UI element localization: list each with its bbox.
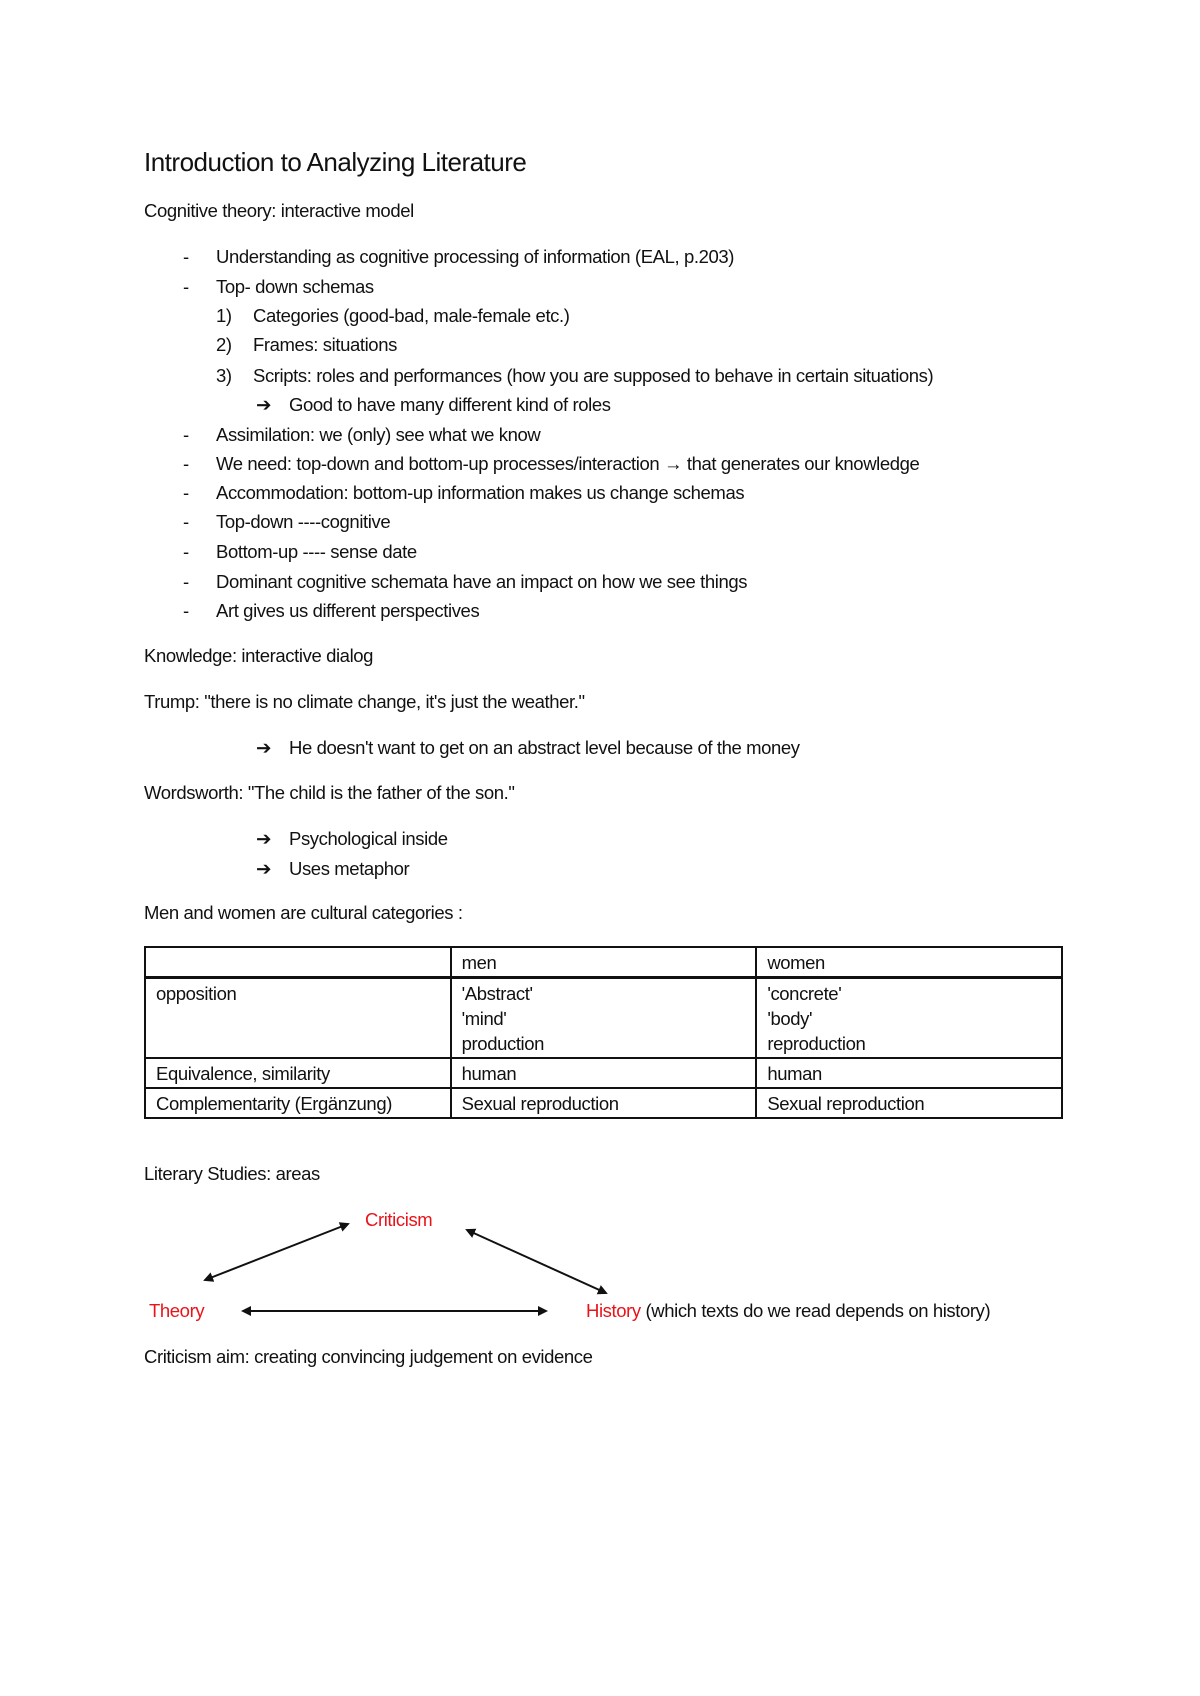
cell-line: reproduction (767, 1033, 866, 1054)
table-header-cell: men (451, 947, 757, 978)
list-number: 1) (216, 305, 232, 326)
history-line (586, 1300, 990, 1322)
row-label: Equivalence, similarity (145, 1058, 451, 1088)
wordsworth-note: Uses metaphor (289, 858, 410, 879)
cell-line: 'Abstract' (461, 983, 533, 1004)
wordsworth-note: Psychological inside (289, 828, 448, 849)
arrow-icon: ➔ (256, 828, 272, 849)
history-label: History (586, 1300, 641, 1321)
arrow-theory-criticism (205, 1224, 348, 1280)
trump-note: He doesn't want to get on an abstract level because of the money (289, 737, 800, 758)
list-item: Top-down ----cognitive (216, 511, 391, 532)
list-item: Categories (good-bad, male-female etc.) (253, 305, 570, 326)
table-cell: Sexual reproduction (451, 1088, 757, 1118)
list-item: Assimilation: we (only) see what we know (216, 424, 541, 445)
list-item: Dominant cognitive schemata have an impact on how we see things (216, 571, 748, 592)
arrow-criticism-history (467, 1230, 606, 1293)
list-item: Art gives us different perspectives (216, 600, 480, 621)
list-item: Bottom-up ---- sense date (216, 541, 417, 562)
wordsworth-quote: Wordsworth: "The child is the father of the son." (144, 782, 515, 803)
bullet-dash: - (183, 571, 189, 592)
list-item: Frames: situations (253, 334, 397, 355)
table-intro: Men and women are cultural categories : (144, 902, 463, 923)
list-item: Good to have many different kind of roles (289, 394, 611, 415)
table-cell: human (451, 1058, 757, 1088)
table-cell: Sexual reproduction (756, 1088, 1062, 1118)
cell-line: 'mind' (461, 1008, 507, 1029)
bullet-dash: - (183, 482, 189, 503)
list-item: Scripts: roles and performances (how you are supposed to behave in certain situations) (253, 365, 934, 386)
section-heading-cognitive: Cognitive theory: interactive model (144, 200, 414, 221)
page-title: Introduction to Analyzing Literature (144, 147, 527, 177)
arrow-icon: ➔ (256, 858, 272, 879)
row-label: Complementarity (Ergänzung) (145, 1088, 451, 1118)
list-number: 3) (216, 365, 232, 386)
cell-line: production (461, 1033, 545, 1054)
row-label: opposition (145, 978, 451, 1059)
bullet-dash: - (183, 276, 189, 297)
list-number: 2) (216, 334, 232, 355)
cell-line: 'body' (767, 1008, 813, 1029)
history-note: (which texts do we read depends on history) (645, 1300, 991, 1321)
bullet-dash: - (183, 453, 189, 474)
arrow-icon: ➔ (256, 737, 272, 758)
bullet-dash: - (183, 246, 189, 267)
criticism-label: Criticism (365, 1209, 433, 1230)
knowledge-heading: Knowledge: interactive dialog (144, 645, 374, 666)
bullet-dash: - (183, 424, 189, 445)
list-item: Understanding as cognitive processing of information (EAL, p.203) (216, 246, 734, 267)
table-header-cell: women (756, 947, 1062, 978)
literary-heading: Literary Studies: areas (144, 1163, 320, 1184)
table-cell: human (756, 1058, 1062, 1088)
list-item: We need: top-down and bottom-up processes/interaction → that generates our knowledge (216, 453, 920, 474)
trump-quote: Trump: "there is no climate change, it's just the weather." (144, 691, 585, 712)
list-item: Top- down schemas (216, 276, 374, 297)
bullet-dash: - (183, 600, 189, 621)
cell-line: 'concrete' (767, 983, 842, 1004)
arrow-icon: ➔ (256, 394, 272, 415)
bullet-dash: - (183, 511, 189, 532)
bullet-dash: - (183, 541, 189, 562)
theory-label: Theory (149, 1300, 205, 1321)
list-item: Accommodation: bottom-up information makes us change schemas (216, 482, 745, 503)
criticism-aim: Criticism aim: creating convincing judgement on evidence (144, 1346, 593, 1367)
